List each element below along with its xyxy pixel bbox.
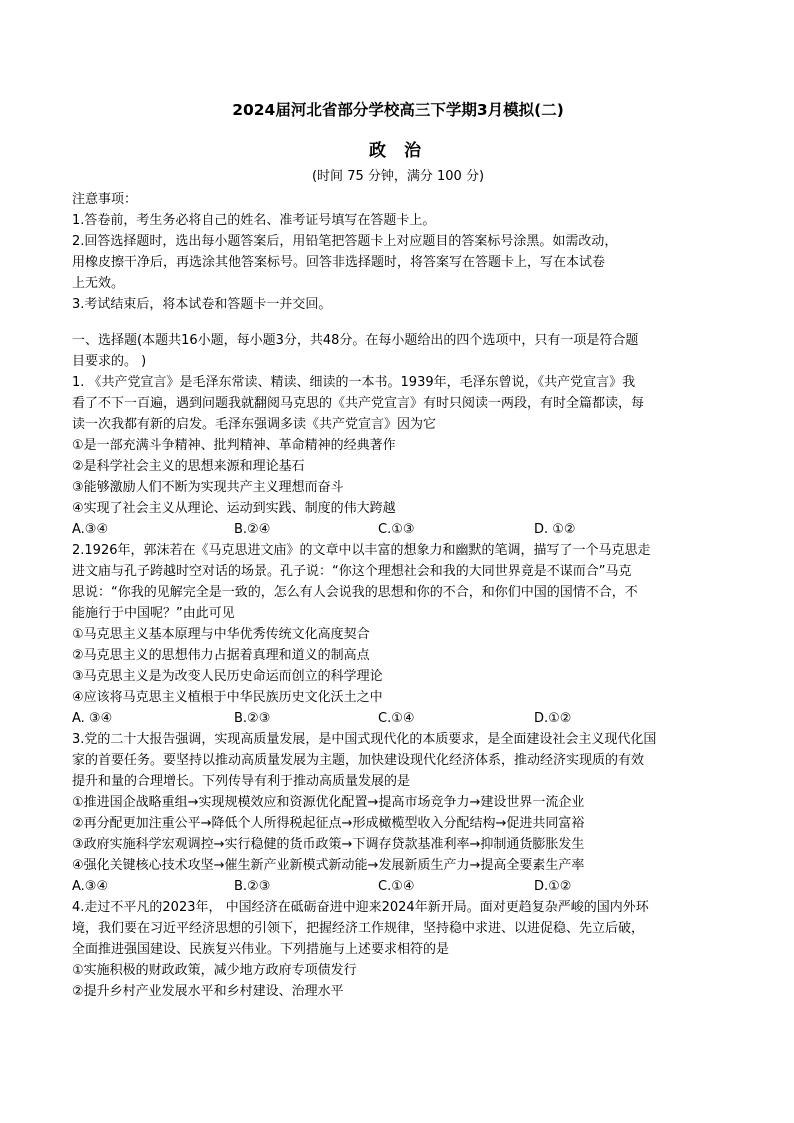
option-b: B.②③ xyxy=(234,711,271,726)
exam-title: 2024届河北省部分学校高三下学期3月模拟(二) xyxy=(232,101,564,119)
question-line: 读一次我都有新的启发。毛泽东强调多读《共产党宣言》因为它 xyxy=(72,417,437,432)
exam-time-note: (时间 75 分钟，满分 100 分) xyxy=(311,169,485,184)
option-b: B.②③ xyxy=(234,879,271,894)
answer-options xyxy=(72,708,724,729)
option-b: B.②④ xyxy=(234,522,271,537)
question-line: 全面推进强国建设、民族复兴伟业。下列措施与上述要求相符的是 xyxy=(72,942,450,957)
notice-line: 用橡皮擦干净后，再选涂其他答案标号。回答非选择题时，将答案写在答题卡上，写在本试卷 xyxy=(72,255,606,270)
section-line: 一、选择题(本题共16小题，每小题3分，共48分。在每小题给出的四个选项中，只有一项是符合题 xyxy=(72,333,639,348)
notice-line: 3.考试结束后，将本试卷和答题卡一并交回。 xyxy=(72,297,332,312)
section-line: 目要求的。 ) xyxy=(72,354,147,369)
notice-heading: 注意事项： xyxy=(72,192,138,207)
option-d: D. ①② xyxy=(534,522,576,537)
option-d: D.①② xyxy=(534,711,572,726)
question-line: 思说：“你我的见解完全是一致的，怎么有人会说我的思想和你的不合，和你们中国的国情不合，不 xyxy=(72,585,638,600)
question-line: 进文庙与孔子跨越时空对话的场景。孔子说：“你这个理想社会和我的大同世界竟是不谋而合”马克 xyxy=(72,564,632,579)
option-c: C.①④ xyxy=(378,711,415,726)
question-2 xyxy=(72,540,724,729)
statement: ①实施积极的财政政策，减少地方政府专项债发行 xyxy=(72,963,357,978)
option-d: D.①② xyxy=(534,879,572,894)
question-line: 家的首要任务。要坚持以推动高质量发展为主题，加快建设现代化经济体系，推动经济实现质的有效 xyxy=(72,753,645,768)
statement: ④强化关键核心技术攻坚→催生新产业新模式新动能→发展新质生产力→提高全要素生产率 xyxy=(72,858,585,873)
option-c: C.①④ xyxy=(378,879,415,894)
notice-block xyxy=(72,189,724,315)
statement: ②提升乡村产业发展水平和乡村建设、治理水平 xyxy=(72,984,344,999)
notice-line: 1.答卷前，考生务必将自己的姓名、准考证号填写在答题卡上。 xyxy=(72,213,436,228)
statement: ③能够激励人们不断为实现共产主义理想而奋斗 xyxy=(72,480,344,495)
question-line: 提升和量的合理增长。下列传导有利于推动高质量发展的是 xyxy=(72,774,411,789)
option-c: C.①③ xyxy=(378,522,415,537)
question-line: 境，我们要在习近平经济思想的引领下，把握经济工作规律，坚持稳中求进、以进促稳、先立后破， xyxy=(72,921,645,936)
question-line: 能施行于中国呢？”由此可见 xyxy=(72,606,235,621)
subject-title: 政 治 xyxy=(369,141,427,161)
statement: ④应该将马克思主义植根于中华民族历史文化沃土之中 xyxy=(72,690,383,705)
statement: ②马克思主义的思想伟力占据着真理和道义的制高点 xyxy=(72,648,370,663)
option-a: A. ③④ xyxy=(72,711,113,726)
option-a: A.③④ xyxy=(72,879,109,894)
exam-page xyxy=(72,100,724,1002)
question-3 xyxy=(72,729,724,897)
question-line: 2.1926年，郭沫若在《马克思进文庙》的文章中以丰富的想象力和幽默的笔调，描写了一个马克思走 xyxy=(72,543,651,558)
statement: ③政府实施科学宏观调控→实行稳健的货币政策→下调存贷款基准利率→抑制通货膨胀发生 xyxy=(72,837,585,852)
option-a: A.③④ xyxy=(72,522,109,537)
question-line: 3.党的二十大报告强调，实现高质量发展，是中国式现代化的本质要求，是全面建设社会主义现代化国 xyxy=(72,732,657,747)
statement: ①是一部充满斗争精神、批判精神、革命精神的经典著作 xyxy=(72,438,396,453)
question-line: 4.走过不平凡的2023年， 中国经济在砥砺奋进中迎来2024年新开局。面对更趋复杂严峻的国内外环 xyxy=(72,900,649,915)
question-line: 1. 《共产党宣言》是毛泽东常读、精读、细读的一本书。1939年，毛泽东曾说，《共产党宣言》我 xyxy=(72,375,636,390)
question-1 xyxy=(72,372,724,540)
section-heading xyxy=(72,330,724,372)
statement: ②是科学社会主义的思想来源和理论基石 xyxy=(72,459,305,474)
answer-options xyxy=(72,519,724,540)
statement: ③马克思主义是为改变人民历史命运而创立的科学理论 xyxy=(72,669,383,684)
notice-line: 2.回答选择题时，选出每小题答案后，用铅笔把答题卡上对应题目的答案标号涂黑。如需改动， xyxy=(72,234,618,249)
statement: ①马克思主义基本原理与中华优秀传统文化高度契合 xyxy=(72,627,370,642)
question-line: 看了不下一百遍，遇到问题我就翻阅马克思的《共产党宣言》有时只阅读一两段，有时全篇都读，每 xyxy=(72,396,645,411)
statement: ①推进国企战略重组→实现规模效应和资源优化配置→提高市场竞争力→建设世界一流企业 xyxy=(72,795,585,810)
statement: ②再分配更加注重公平→降低个人所得税起征点→形成橄榄型收入分配结构→促进共同富裕 xyxy=(72,816,585,831)
notice-line: 上无效。 xyxy=(72,276,125,291)
statement: ④实现了社会主义从理论、运动到实践、制度的伟大跨越 xyxy=(72,501,396,516)
question-4 xyxy=(72,897,724,1002)
answer-options xyxy=(72,876,724,897)
